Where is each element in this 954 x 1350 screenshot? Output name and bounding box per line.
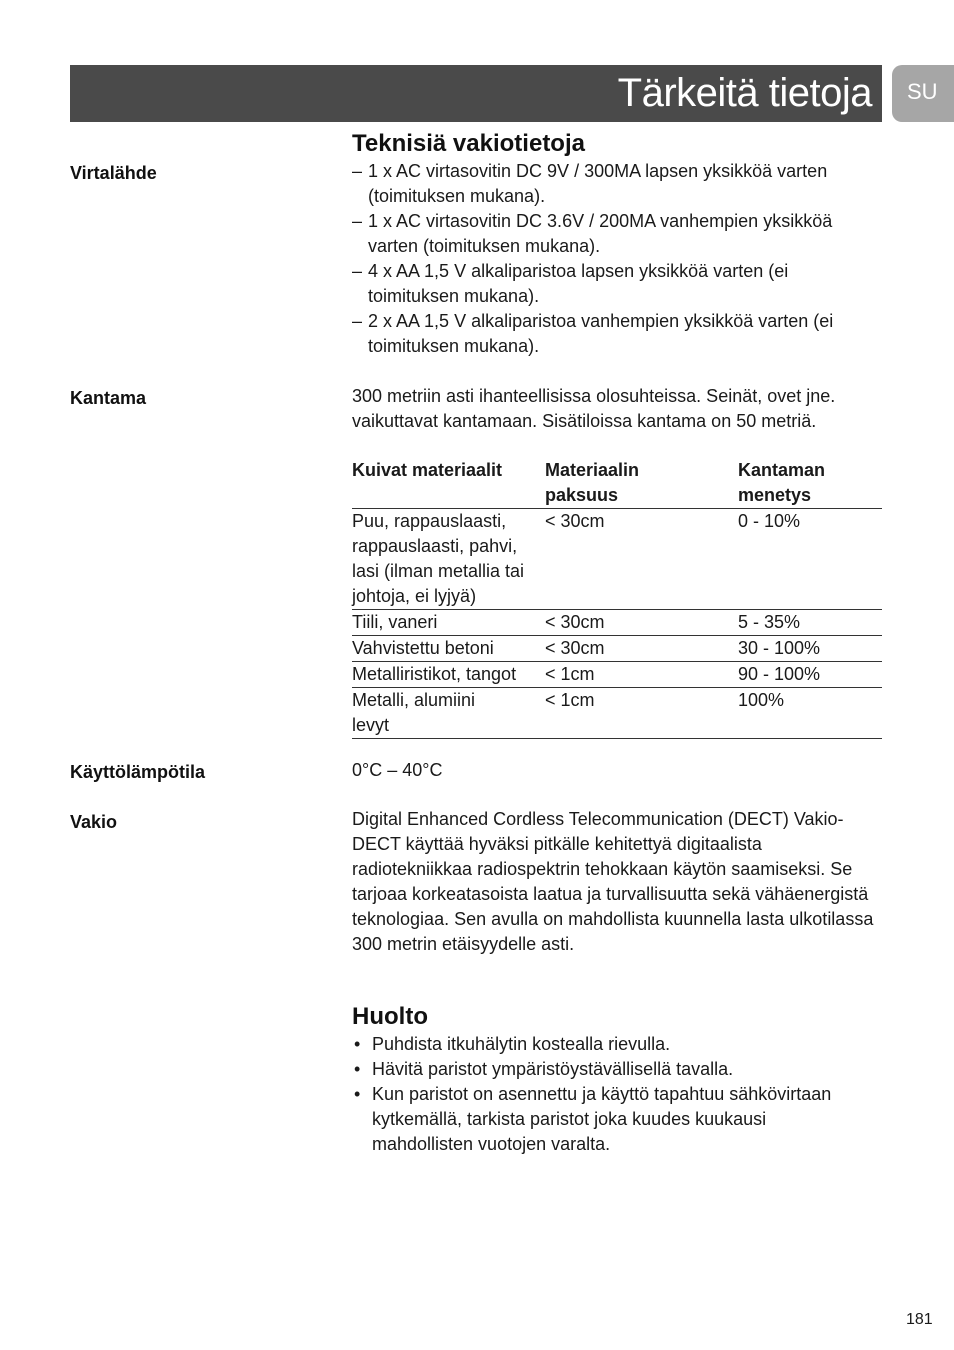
table-row: [352, 662, 882, 688]
page-number: 181: [906, 1311, 933, 1328]
list-item: – 2 x AA 1,5 V alkaliparistoa vanhempien yksikköä varten (ei toimituksen mukana).: [352, 309, 884, 359]
table-cell: Vahvistettu betoni: [352, 636, 545, 662]
table-row: [352, 509, 882, 610]
standard-text: Digital Enhanced Cordless Telecommunication (DECT) Vakio-DECT käyttää hyväksi pitkälle kehitettyä digitaalista radiotekniikkaa radiospektrin tehokkaan käytön saamiseksi. Se tarjoaa korkeatasoista laatua ja turvallisuutta sekä vähäenergistä teknologiaa. Sen avulla on mahdollista kuunnella lasta ulkotilassa 300 metrin etäisyydelle asti.: [352, 809, 874, 954]
table-cell: < 1cm: [545, 662, 738, 688]
language-tab: [892, 65, 954, 122]
list-item: – 1 x AC virtasovitin DC 3.6V / 200MA vanhempien yksikköä varten (toimituksen mukana).: [352, 209, 884, 259]
list-item: • Kun paristot on asennettu ja käyttö tapahtuu sähkövirtaan kytkemällä, tarkista paristot joka kuudes kuukausi mahdollisten vuotojen varalta.: [352, 1082, 862, 1157]
table-cell: < 30cm: [545, 610, 738, 636]
list-item: • Puhdista itkuhälytin kostealla rievulla.: [352, 1032, 862, 1057]
page-title: Tärkeitä tietoja: [617, 71, 872, 115]
list-item: • Hävitä paristot ympäristöystävällisellä tavalla.: [352, 1057, 862, 1082]
range-text: 300 metriin asti ihanteellisissa olosuhteissa. Seinät, ovet jne. vaikuttavat kantamaan. Sisätiloissa kantama on 50 metriä.: [352, 386, 836, 431]
table-header-row: [352, 458, 882, 509]
column-header: Kuivat materiaalit: [352, 458, 545, 509]
temperature-value: 0°C – 40°C: [352, 760, 443, 780]
list-item: – 4 x AA 1,5 V alkaliparistoa lapsen yksikköä varten (ei toimituksen mukana).: [352, 259, 884, 309]
tech-section-title: Teknisiä vakiotietoja: [352, 130, 585, 157]
list-item: – 1 x AC virtasovitin DC 9V / 300MA lapsen yksikköä varten (toimituksen mukana).: [352, 159, 884, 209]
table-cell: < 30cm: [545, 636, 738, 662]
table-cell: 90 - 100%: [738, 662, 882, 688]
header-bar: [70, 65, 882, 122]
table-cell: Puu, rappauslaasti, rappauslaasti, pahvi, lasi (ilman metallia tai johtoja, ei lyjyä): [352, 509, 545, 610]
maintenance-list: [352, 1032, 862, 1157]
table-cell: Tiili, vaneri: [352, 610, 545, 636]
maintenance-section-title: Huolto: [352, 1003, 428, 1030]
table-row: [352, 636, 882, 662]
column-header: Materiaalin paksuus: [545, 458, 738, 509]
power-label: Virtalähde: [70, 163, 157, 183]
standard-label: Vakio: [70, 812, 118, 832]
table-cell: 5 - 35%: [738, 610, 882, 636]
table-row: [352, 688, 882, 739]
table-cell: < 1cm: [545, 688, 738, 739]
table-cell: 100%: [738, 688, 882, 739]
column-header: Kantaman menetys: [738, 458, 882, 509]
table-cell: < 30cm: [545, 509, 738, 610]
table-cell: 0 - 10%: [738, 509, 882, 610]
table-cell: Metalli, alumiini levyt: [352, 688, 545, 739]
temperature-label: Käyttölämpötila: [70, 762, 206, 782]
power-list: [352, 159, 884, 359]
range-label: Kantama: [70, 388, 147, 408]
table-cell: Metalliristikot, tangot: [352, 662, 545, 688]
table-row: [352, 610, 882, 636]
language-tab-label: SU: [907, 79, 938, 104]
table-cell: 30 - 100%: [738, 636, 882, 662]
range-loss-table: [352, 458, 882, 739]
